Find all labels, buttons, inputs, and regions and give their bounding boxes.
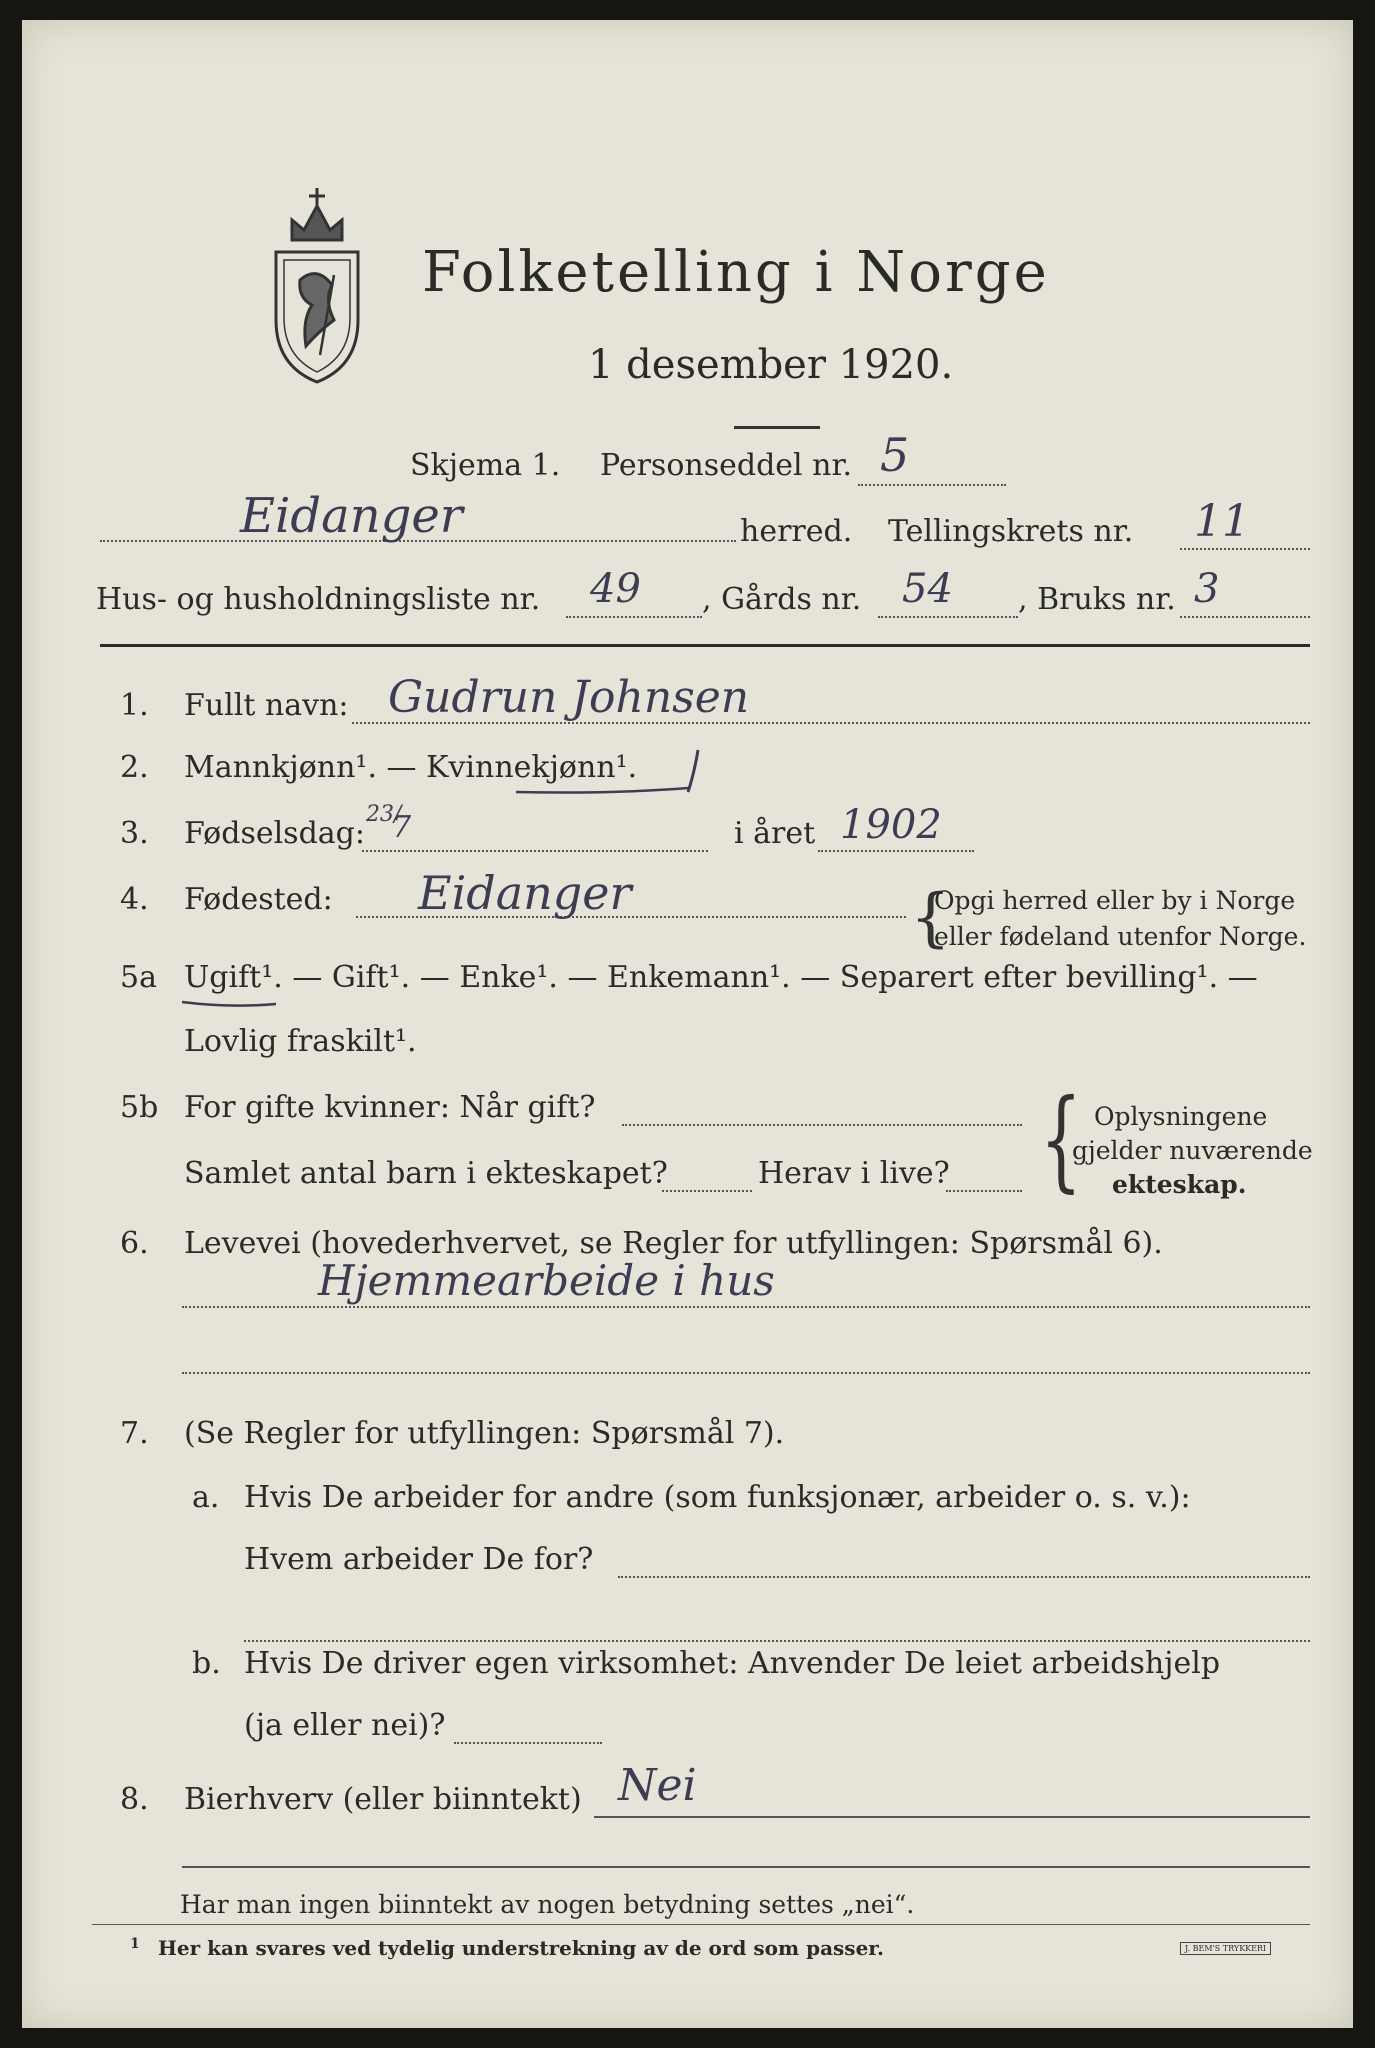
footnote-divider bbox=[92, 1924, 1310, 1925]
q5b-married-line bbox=[622, 1124, 1022, 1126]
q4-note-2: eller fødeland utenfor Norge. bbox=[934, 922, 1307, 951]
q5b-children-label: Samlet antal barn i ekteskapet? bbox=[184, 1156, 668, 1191]
q5b-children-line bbox=[662, 1190, 752, 1192]
skjema-label: Skjema 1. bbox=[410, 448, 561, 483]
tellingskrets-label: Tellingskrets nr. bbox=[888, 514, 1134, 549]
q3-year[interactable]: 1902 bbox=[840, 802, 942, 848]
q6-answer-line bbox=[182, 1306, 1310, 1308]
q4-number: 4. bbox=[120, 882, 149, 917]
q4-brace: { bbox=[910, 881, 951, 955]
bruks-value[interactable]: 3 bbox=[1194, 566, 1220, 612]
q7b-line-2: (ja eller nei)? bbox=[244, 1708, 446, 1743]
q5b-alive-label: Herav i live? bbox=[758, 1156, 950, 1191]
q3-year-label: i året bbox=[734, 816, 816, 851]
q3-day[interactable]: 23/ bbox=[366, 802, 402, 827]
q8-label: Bierhverv (eller biinntekt) bbox=[184, 1782, 582, 1817]
q1-number: 1. bbox=[120, 688, 149, 723]
herred-value[interactable]: Eidanger bbox=[240, 488, 463, 544]
gards-value[interactable]: 54 bbox=[902, 566, 953, 612]
herred-label: herred. bbox=[740, 514, 853, 549]
q2-label: Mannkjønn¹. — Kvinnekjønn¹. bbox=[184, 750, 638, 785]
q7a-line-2: Hvem arbeider De for? bbox=[244, 1542, 594, 1577]
q5b-note-2: gjelder nuværende bbox=[1072, 1136, 1313, 1165]
q7a-line-1: Hvis De arbeider for andre (som funksjonær, arbeider o. s. v.): bbox=[244, 1480, 1191, 1515]
q3-number: 3. bbox=[120, 816, 149, 851]
q5b-brace: { bbox=[1040, 1075, 1082, 1203]
q6-number: 6. bbox=[120, 1226, 149, 1261]
bruks-line bbox=[1180, 616, 1310, 618]
personseddel-value[interactable]: 5 bbox=[880, 428, 910, 482]
q5a-number: 5a bbox=[120, 960, 157, 995]
q6-answer[interactable]: Hjemmearbeide i hus bbox=[318, 1256, 775, 1305]
q5b-note-3: ekteskap. bbox=[1112, 1170, 1247, 1199]
q1-label: Fullt navn: bbox=[184, 688, 349, 723]
q2-number: 2. bbox=[120, 750, 149, 785]
header-divider bbox=[100, 644, 1310, 647]
q5a-line-2: Lovlig fraskilt¹. bbox=[184, 1024, 417, 1059]
q7b-number: b. bbox=[192, 1646, 221, 1681]
tellingskrets-line bbox=[1180, 548, 1310, 550]
q3-date-line bbox=[362, 850, 708, 852]
bruks-label: , Bruks nr. bbox=[1018, 582, 1176, 617]
q7a-extra-line bbox=[244, 1640, 1310, 1642]
q4-answer[interactable]: Eidanger bbox=[418, 866, 632, 920]
coat-of-arms-icon bbox=[262, 170, 372, 388]
q3-year-line bbox=[818, 850, 974, 852]
q5b-line-1: For gifte kvinner: Når gift? bbox=[184, 1090, 596, 1125]
gards-label: , Gårds nr. bbox=[702, 582, 862, 617]
gards-line bbox=[878, 616, 1018, 618]
q7-label: (Se Regler for utfyllingen: Spørsmål 7). bbox=[184, 1416, 785, 1451]
q1-answer[interactable]: Gudrun Johnsen bbox=[388, 672, 750, 723]
census-date: 1 desember 1920. bbox=[588, 342, 954, 388]
footnote-text: Her kan svares ved tydelig understrekning av de ord som passer. bbox=[158, 1936, 884, 1960]
footnote-number: 1 bbox=[130, 1936, 140, 1952]
kvinnekjonn-underline-mark bbox=[512, 744, 712, 800]
q5a-line-1: Ugift¹. — Gift¹. — Enke¹. — Enkemann¹. — Separert efter bevilling¹. — bbox=[184, 960, 1258, 995]
personseddel-line bbox=[858, 484, 1006, 486]
q3-month[interactable]: 7 bbox=[392, 810, 412, 845]
biinntekt-note: Har man ingen biinntekt av nogen betydning settes „nei“. bbox=[180, 1890, 915, 1919]
q7b-line-1: Hvis De driver egen virksomhet: Anvender De leiet arbeidshjelp bbox=[244, 1646, 1221, 1681]
q5b-note-1: Oplysningene bbox=[1094, 1102, 1268, 1131]
hus-label: Hus- og husholdningsliste nr. bbox=[96, 582, 541, 617]
q4-note-1: Opgi herred eller by i Norge bbox=[934, 886, 1296, 915]
hus-value[interactable]: 49 bbox=[590, 566, 641, 612]
q8-answer[interactable]: Nei bbox=[618, 1760, 697, 1811]
printer-mark: J. BEM'S TRYKKERI bbox=[1180, 1942, 1271, 1955]
q3-label: Fødselsdag: bbox=[184, 816, 365, 851]
ugift-underline-mark bbox=[180, 998, 280, 1010]
title-rule bbox=[734, 426, 820, 429]
form-title: Folketelling i Norge bbox=[422, 240, 1050, 305]
q7a-employer-line bbox=[618, 1576, 1310, 1578]
q8-extra-line bbox=[182, 1866, 1310, 1868]
q7a-number: a. bbox=[192, 1480, 220, 1515]
q8-number: 8. bbox=[120, 1782, 149, 1817]
q5b-number: 5b bbox=[120, 1090, 159, 1125]
q6-label: Levevei (hovederhvervet, se Regler for utfyllingen: Spørsmål 6). bbox=[184, 1226, 1163, 1261]
q4-label: Fødested: bbox=[184, 882, 333, 917]
hus-line bbox=[566, 616, 702, 618]
q7b-answer-line bbox=[454, 1742, 602, 1744]
q5b-alive-line bbox=[946, 1190, 1022, 1192]
census-form-page bbox=[22, 20, 1353, 2028]
tellingskrets-value[interactable]: 11 bbox=[1194, 496, 1250, 547]
q7-number: 7. bbox=[120, 1416, 149, 1451]
q6-extra-line bbox=[182, 1372, 1310, 1374]
q8-answer-line bbox=[594, 1816, 1310, 1818]
personseddel-label: Personseddel nr. bbox=[600, 448, 853, 483]
